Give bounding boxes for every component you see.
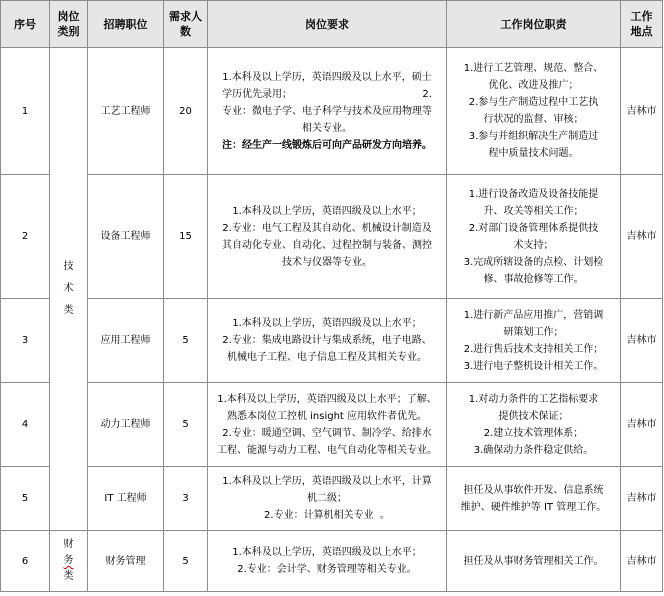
duty-line: 程中质量技术问题。 xyxy=(488,148,579,159)
row-duties xyxy=(447,299,621,383)
row-location: 吉林市 xyxy=(621,531,663,592)
duty-line: 1.进行工艺管理、规范、整合、 xyxy=(463,63,604,74)
duty-line: 1.对动力条件的工艺指标要求 xyxy=(468,393,599,405)
header-requirements: 岗位要求 xyxy=(208,1,447,48)
requirement-line: 2.专业：暖通空调、空气调节、制冷学、给排水 xyxy=(222,427,432,439)
requirement-note: 注：经生产一线锻炼后可向产品研发方向培养。 xyxy=(222,139,432,151)
duty-line: 升、攻关等相关工作； xyxy=(483,205,584,217)
duty-line: 3.参与并组织解决生产制造过 xyxy=(468,131,599,142)
duty-line: 2.参与生产制造过程中工艺执 xyxy=(468,97,599,108)
row-position: 动力工程师 xyxy=(88,383,164,467)
duty-line: 维护、硬件维护等 IT 管理工作。 xyxy=(460,501,607,513)
header-row xyxy=(1,1,663,48)
requirement-line: 相关专业。 xyxy=(302,122,352,134)
category-cell-finance xyxy=(50,531,88,592)
requirement-line: 技术与仪器等专业。 xyxy=(282,256,372,268)
requirement-line: 机二级； xyxy=(307,493,347,504)
requirement-line: 其自动化专业、自动化、过程控制与装备、测控 xyxy=(222,239,432,251)
row-position: 应用工程师 xyxy=(88,299,164,383)
requirement-line: 工程、能源与动力工程、电气自动化等相关专业。 xyxy=(217,444,437,456)
row-index: 2 xyxy=(1,175,50,299)
row-duties xyxy=(447,531,621,592)
row-location: 吉林市 xyxy=(621,175,663,299)
header-category xyxy=(50,1,88,48)
duty-line: 1.进行设备改造及设备技能提 xyxy=(468,188,599,200)
row-index: 1 xyxy=(1,48,50,175)
row-index: 4 xyxy=(1,383,50,467)
requirement-line: 1.本科及以上学历，英语四级及以上水平； xyxy=(232,547,422,558)
category-char: 务 xyxy=(63,555,74,566)
header-count-line: 需求人 xyxy=(169,10,202,23)
table-row xyxy=(1,299,663,383)
requirement-line: 2.专业：电气工程及其自动化、机械设计制造及 xyxy=(222,222,432,234)
requirement-line: 1.本科及以上学历，英语四级及以上水平； xyxy=(232,205,422,217)
row-location: 吉林市 xyxy=(621,467,663,531)
row-duties xyxy=(447,383,621,467)
row-location: 吉林市 xyxy=(621,48,663,175)
duty-line: 2.建立技术管理体系； xyxy=(483,427,584,439)
requirement-line: 1.本科及以上学历，英语四级及以上水平；了解、 xyxy=(217,393,437,405)
category-char: 类 xyxy=(63,571,74,582)
duty-line: 提供技术保证； xyxy=(498,410,569,422)
requirement-line: 熟悉本岗位工控机 insight 应用软件者优先。 xyxy=(226,410,428,422)
duty-line: 优化、改进及推广； xyxy=(488,80,579,91)
row-count: 5 xyxy=(164,299,208,383)
row-count: 15 xyxy=(164,175,208,299)
category-char: 技 xyxy=(63,261,74,272)
row-requirements xyxy=(208,299,447,383)
requirement-line: 2.专业：计算机相关专业 。 xyxy=(264,510,390,521)
header-location-line: 工作 xyxy=(630,10,653,23)
row-duties xyxy=(447,48,621,175)
row-duties xyxy=(447,467,621,531)
duty-line: 3.进行电子整机设计相关工作。 xyxy=(463,360,604,372)
row-index: 6 xyxy=(1,531,50,592)
row-position: 财务管理 xyxy=(88,531,164,592)
header-count xyxy=(164,1,208,48)
table-row xyxy=(1,383,663,467)
row-location: 吉林市 xyxy=(621,383,663,467)
table-row xyxy=(1,175,663,299)
duty-line: 2.对部门设备管理体系提供技 xyxy=(468,222,599,234)
duty-line: 担任及从事财务管理相关工作。 xyxy=(463,555,604,567)
header-category-line: 岗位 xyxy=(57,10,80,23)
table-row xyxy=(1,467,663,531)
row-position: IT 工程师 xyxy=(88,467,164,531)
duty-line: 2.进行售后技术支持相关工作； xyxy=(463,343,604,355)
table-row xyxy=(1,531,663,592)
requirement-line: 学历优先录用； 2. xyxy=(222,88,432,100)
requirement-line: 1.本科及以上学历，英语四级及以上水平，硕士 xyxy=(222,71,432,83)
row-position: 设备工程师 xyxy=(88,175,164,299)
category-cell-tech xyxy=(50,48,88,531)
requirement-line: 1.本科及以上学历，英语四级及以上水平； xyxy=(232,318,422,329)
table-row xyxy=(1,48,663,175)
row-count: 5 xyxy=(164,383,208,467)
duty-line: 修、事故抢修等工作。 xyxy=(483,273,584,285)
row-location: 吉林市 xyxy=(621,299,663,383)
row-index: 5 xyxy=(1,467,50,531)
row-requirements xyxy=(208,531,447,592)
header-duties: 工作岗位职责 xyxy=(447,1,621,48)
category-char: 术 xyxy=(63,283,74,294)
duty-line: 担任及从事软件开发、信息系统 xyxy=(463,484,604,496)
row-requirements xyxy=(208,175,447,299)
row-duties xyxy=(447,175,621,299)
category-char: 类 xyxy=(63,305,74,316)
duty-line: 3.确保动力条件稳定供给。 xyxy=(473,444,594,456)
duty-line: 3.完成所辖设备的点检、计划检 xyxy=(463,256,604,268)
duty-line: 1.进行新产品应用推广，营销调 xyxy=(463,309,604,321)
row-requirements xyxy=(208,467,447,531)
header-location xyxy=(621,1,663,48)
row-requirements xyxy=(208,383,447,467)
requirement-line: 专业：微电子学、电子科学与技术及应用物理等 xyxy=(222,105,432,117)
header-category-line: 类别 xyxy=(57,25,80,38)
requirement-line: 1.本科及以上学历，英语四级及以上水平，计算 xyxy=(222,476,432,487)
header-location-line: 地点 xyxy=(630,25,653,38)
requirement-line: 机械电子工程、电子信息工程及其相关专业。 xyxy=(227,352,427,363)
duty-line: 研策划工作； xyxy=(503,326,564,338)
category-char: 财 xyxy=(63,539,74,550)
row-count: 20 xyxy=(164,48,208,175)
duty-line: 术支持； xyxy=(513,239,554,251)
header-count-line: 数 xyxy=(180,25,191,38)
duty-line: 行状况的监督、审核； xyxy=(483,114,584,125)
row-count: 5 xyxy=(164,531,208,592)
row-index: 3 xyxy=(1,299,50,383)
requirement-line: 2.专业：会计学、财务管理等相关专业。 xyxy=(237,564,417,575)
row-requirements xyxy=(208,48,447,175)
row-position: 工艺工程师 xyxy=(88,48,164,175)
header-index: 序号 xyxy=(1,1,50,48)
header-position: 招聘职位 xyxy=(88,1,164,48)
requirement-line: 2.专业：集成电路设计与集成系统，电子电路、 xyxy=(222,335,432,346)
row-count: 3 xyxy=(164,467,208,531)
